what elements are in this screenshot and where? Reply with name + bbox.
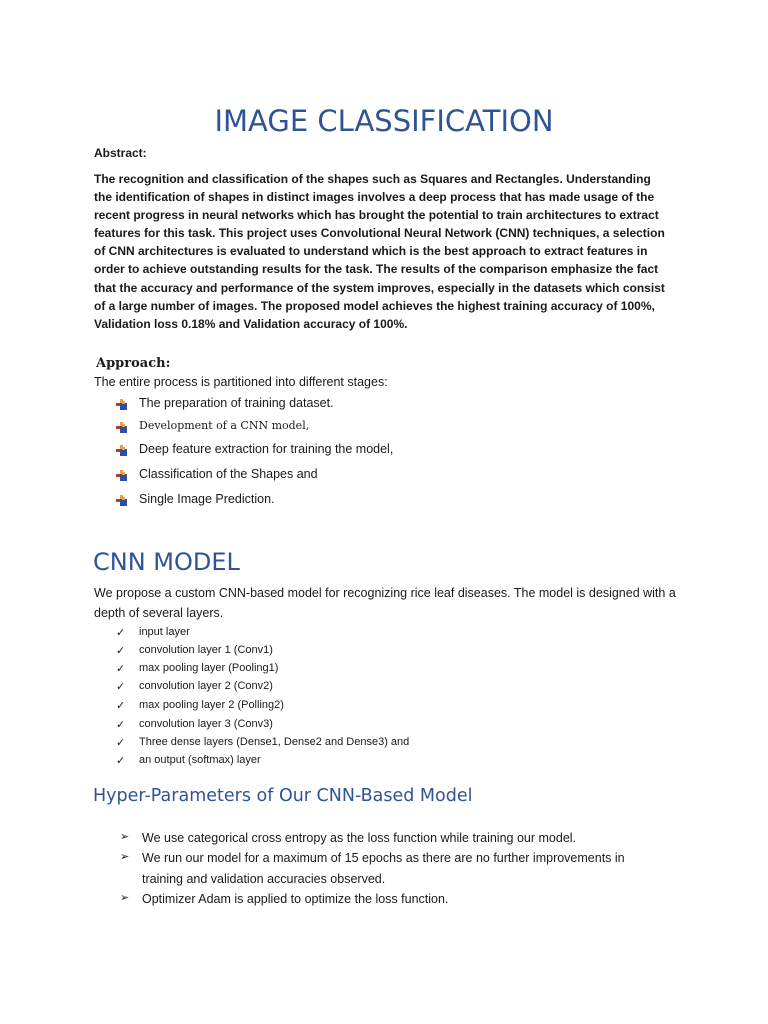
arrow-bullet-icon: ➢ — [120, 831, 130, 843]
check-icon: ✓ — [116, 737, 126, 749]
check-icon: ✓ — [116, 719, 126, 731]
abstract-text: The recognition and classification of the shapes such as Squares and Rectangles. Understanding the identification of shapes in distinct images involves a deep process that has made usage of the recent progress in neural networks which has brought the potential to train architectures to extract features for this task. This project uses Convolutional Neural Network (CNN) techniques, a selection of CNN architectures is evaluated to understand which is the best approach to extract features in order to achieve outstanding results for the task. The results of the comparison emphasize the fact that the accuracy and performance of the system improves, especially in the datasets which consist of a large number of images. The proposed model achieves the highest training accuracy of 100%, Validation loss 0.18% and Validation accuracy of 100%. — [94, 172, 665, 331]
layer-text: max pooling layer 2 (Polling2) — [139, 699, 284, 711]
stage-text: Classification of the Shapes and — [139, 467, 318, 481]
layer-text: Three dense layers (Dense1, Dense2 and Dense3) and — [139, 736, 410, 748]
hyper-parameters-heading: Hyper-Parameters of Our CNN-Based Model — [93, 786, 473, 806]
colored-square-bullet-icon — [116, 399, 127, 410]
stage-text: Development of a CNN model, — [139, 419, 310, 432]
arrow-bullet-icon: ➢ — [120, 892, 130, 904]
colored-square-bullet-icon — [116, 470, 127, 481]
colored-square-bullet-icon — [116, 422, 127, 433]
document-title: IMAGE CLASSIFICATION — [214, 104, 554, 138]
check-icon: ✓ — [116, 645, 126, 657]
check-icon: ✓ — [116, 681, 126, 693]
abstract-label: Abstract: — [94, 146, 147, 160]
check-icon: ✓ — [116, 755, 126, 767]
approach-label: Approach: — [96, 356, 171, 371]
stage-text: The preparation of training dataset. — [139, 396, 334, 410]
hyper-parameter-text: Optimizer Adam is applied to optimize the loss function. — [142, 892, 449, 906]
check-icon: ✓ — [116, 663, 126, 675]
cnn-model-intro: We propose a custom CNN-based model for recognizing rice leaf diseases. The model is designed with a depth of several layers. — [94, 586, 676, 620]
layer-text: max pooling layer (Pooling1) — [139, 662, 279, 674]
hyper-parameter-text: We run our model for a maximum of 15 epochs as there are no further improvements in training and validation accuracies observed. — [142, 851, 625, 886]
colored-square-bullet-icon — [116, 495, 127, 506]
layer-text: convolution layer 1 (Conv1) — [139, 644, 273, 656]
check-icon: ✓ — [116, 700, 126, 712]
layer-text: convolution layer 2 (Conv2) — [139, 680, 273, 692]
approach-intro: The entire process is partitioned into different stages: — [94, 375, 388, 389]
cnn-model-heading: CNN MODEL — [93, 548, 240, 576]
stage-text: Deep feature extraction for training the model, — [139, 442, 394, 456]
layer-text: input layer — [139, 626, 190, 638]
check-icon: ✓ — [116, 627, 126, 639]
hyper-parameter-text: We use categorical cross entropy as the loss function while training our model. — [142, 831, 577, 845]
arrow-bullet-icon: ➢ — [120, 851, 130, 863]
layer-text: an output (softmax) layer — [139, 754, 261, 766]
layer-text: convolution layer 3 (Conv3) — [139, 718, 273, 730]
colored-square-bullet-icon — [116, 445, 127, 456]
stage-text: Single Image Prediction. — [139, 492, 275, 506]
